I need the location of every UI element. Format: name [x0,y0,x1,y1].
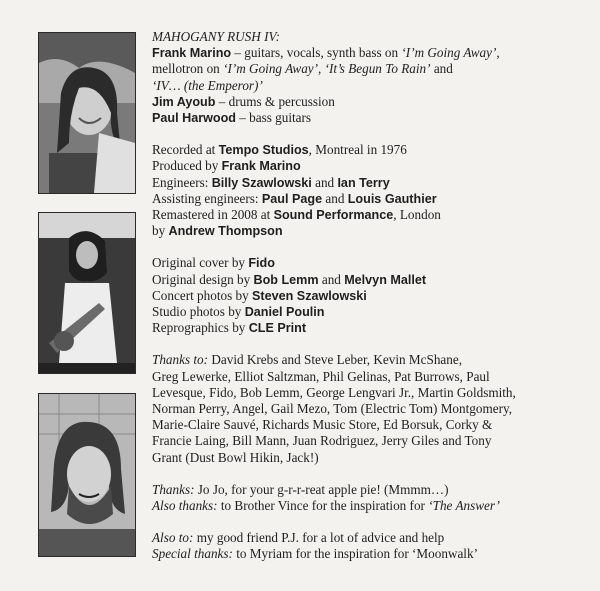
design-line [152,272,592,288]
studio-photos-line [152,304,592,320]
credit-label: , London [393,207,441,223]
song-title: ‘I’m Going Away’ [223,61,319,77]
credit-jim-ayoub [152,94,592,110]
credit-frank-marino [152,45,592,61]
concert-photos-line [152,288,592,304]
credit-label: Recorded at [152,142,219,158]
cover-line [152,255,592,271]
thanks-line: Norman Perry, Angel, Gail Mezo, Tom (Electric Tom) Montgomery, [152,401,512,417]
thanks-text: David Krebs and Steve Leber, Kevin McShane, [208,352,463,368]
credit-value: CLE Print [248,321,307,336]
credit-label: Assisting engineers: [152,190,262,206]
member-name: Jim Ayoub [152,94,216,109]
credit-label: Concert photos by [152,287,252,303]
assisting-engineers-line [152,191,592,207]
credit-paul-harwood [152,110,592,126]
thanks-label: Thanks to: [152,352,209,368]
jojo-thanks-line [152,482,592,498]
thanks-text: to Brother Vince for the inspiration for [217,498,429,514]
reprographics-line [152,320,592,336]
credit-value: Andrew Thompson [168,224,283,239]
credit-label: by [152,223,169,239]
photo-frank-marino [38,32,136,194]
photo-frank-marino-image [39,33,135,193]
credit-value: Paul Page [261,191,323,206]
photo-jim-ayoub-image [39,213,135,373]
credits-text [152,29,592,563]
vince-thanks-line [152,498,592,514]
member-role: mellotron on [152,61,224,77]
credit-label: Original design by [152,271,254,287]
member-role: , [496,45,500,61]
credit-value: Ian Terry [337,175,390,190]
credit-frank-marino-cont2: ‘IV… (the Emperor)’ [152,77,263,93]
member-role: , [318,61,325,77]
credit-label: Original cover by [152,255,249,271]
photo-jim-ayoub [38,212,136,374]
song-title: ‘The Answer’ [428,498,500,514]
thanks-line [152,352,592,368]
credit-label: Remastered in 2008 at [152,207,274,223]
credit-label: Reprographics by [152,320,249,336]
thanks-line: Francie Laing, Bill Mann, Juan Rodriguez, Jerry Giles and Tony [152,433,492,449]
engineers-line [152,175,592,191]
recording-line [152,142,592,158]
credit-value: Bob Lemm [253,272,319,287]
photo-paul-harwood-image [39,394,135,556]
thanks-line: Levesque, Fido, Bob Lemm, George Lengvari Jr., Martin Goldsmith, [152,384,516,400]
pj-thanks-line [152,530,592,546]
thanks-label: Thanks: [152,481,195,497]
credit-value: Louis Gauthier [347,191,437,206]
member-name: Frank Marino [152,46,232,61]
member-role: – drums & percussion [215,93,335,109]
band-title: MAHOGANY RUSH IV: [152,29,281,44]
photo-paul-harwood [38,393,136,557]
credit-value: Tempo Studios [218,143,309,158]
producer-line [152,158,592,174]
thanks-line: Grant (Dust Bowl Hikin, Jack!) [152,449,319,465]
credit-value: Billy Szawlowski [211,175,312,190]
credit-label: and [311,174,338,190]
member-role: and [430,61,453,77]
credit-value: Fido [248,256,275,271]
thanks-label: Also to: [152,530,194,546]
thanks-text: my good friend P.J. for a lot of advice and help [193,530,445,546]
credit-value: Frank Marino [221,159,301,174]
thanks-line: Marie-Claire Sauvé, Richards Music Store, Ed Borsuk, Corky & [152,417,493,433]
credit-frank-marino-cont [152,61,592,77]
myriam-thanks-line [152,546,592,562]
member-role: – guitars, vocals, synth bass on [231,45,402,61]
thanks-label: Special thanks: [152,546,233,562]
thanks-line: Greg Lewerke, Elliot Saltzman, Phil Gelinas, Pat Burrows, Paul [152,368,490,384]
member-role: – bass guitars [235,110,312,126]
thanks-label: Also thanks: [152,498,218,514]
credit-label: Engineers: [152,174,212,190]
remastered-by-line [152,223,592,239]
member-name: Paul Harwood [152,111,236,126]
credit-label: and [322,190,348,206]
credit-label: and [318,271,345,287]
thanks-text: Jo Jo, for your g-r-r-reat apple pie! (Mmmm…) [194,481,449,497]
credit-label: , Montreal in 1976 [308,142,407,158]
credit-value: Sound Performance [273,208,394,223]
credit-value: Daniel Poulin [244,305,325,320]
credit-value: Melvyn Mallet [344,272,427,287]
thanks-text: to Myriam for the inspiration for ‘Moonwalk’ [232,546,478,562]
credit-label: Studio photos by [152,304,245,320]
remastered-line [152,207,592,223]
song-title: ‘It’s Begun To Rain’ [324,61,431,77]
credit-value: Steven Szawlowski [252,288,367,303]
credit-label: Produced by [152,158,222,174]
song-title: ‘I’m Going Away’ [401,45,497,61]
